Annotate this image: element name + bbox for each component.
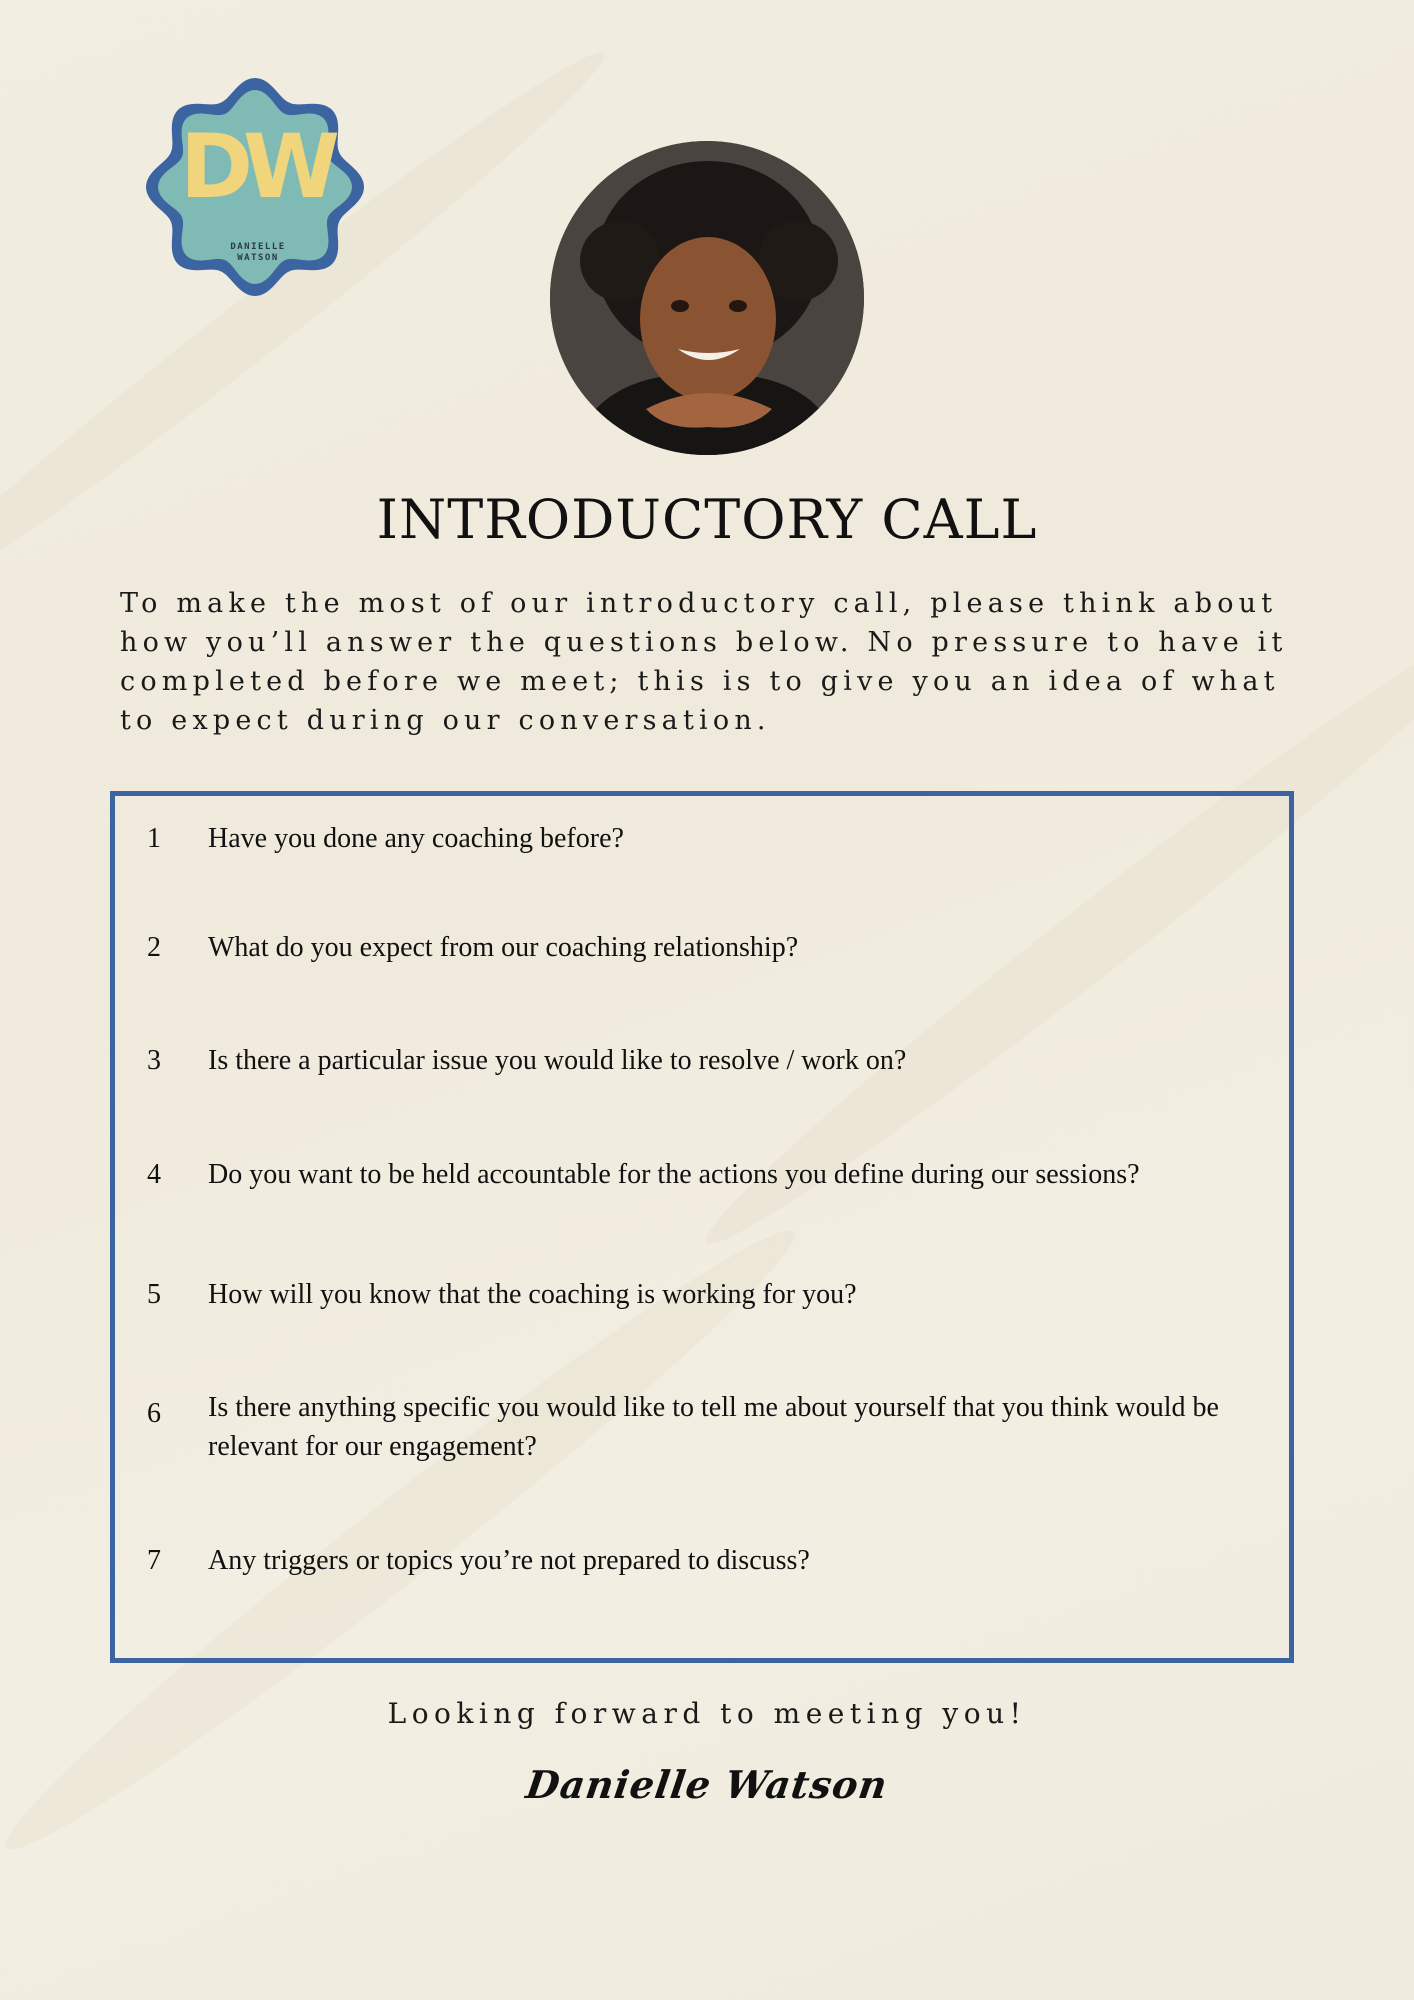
question-text: Any triggers or topics you’re not prepared to discuss? (208, 1545, 810, 1576)
question-number: 1 (147, 823, 161, 854)
question-text: Is there a particular issue you would like to resolve / work on? (208, 1045, 907, 1076)
question-number: 5 (147, 1279, 161, 1310)
logo (140, 72, 370, 302)
question-text: What do you expect from our coaching relationship? (208, 932, 799, 963)
question-text: How will you know that the coaching is working for you? (208, 1279, 857, 1310)
profile-photo (550, 141, 864, 455)
question-number: 6 (147, 1398, 161, 1429)
question-text: Do you want to be held accountable for the actions you define during our sessions? (208, 1159, 1140, 1190)
question-number: 7 (147, 1545, 161, 1576)
question-text: Have you done any coaching before? (208, 823, 624, 854)
page-title: INTRODUCTORY CALL (376, 488, 1038, 551)
intro-paragraph: To make the most of our introductory call, please think about how you’ll answer the questions below. No pressure to have it completed before we meet; this is to give you an idea of what to expect during our conversation. (120, 588, 1288, 736)
question-number: 3 (147, 1045, 161, 1076)
questions-box (110, 791, 1294, 1663)
logo-name-line1: DANIELLE (230, 242, 286, 252)
question-number: 4 (147, 1159, 161, 1190)
logo-initials: DW (179, 115, 331, 218)
logo-name-line2: WATSON (237, 253, 279, 263)
signature: Danielle Watson (523, 1762, 891, 1807)
closing-line: Looking forward to meeting you! (387, 1697, 1027, 1730)
question-text: Is there anything specific you would like to tell me about yourself that you think would be relevant for our engagement? (208, 1392, 1219, 1462)
question-number: 2 (147, 932, 161, 963)
